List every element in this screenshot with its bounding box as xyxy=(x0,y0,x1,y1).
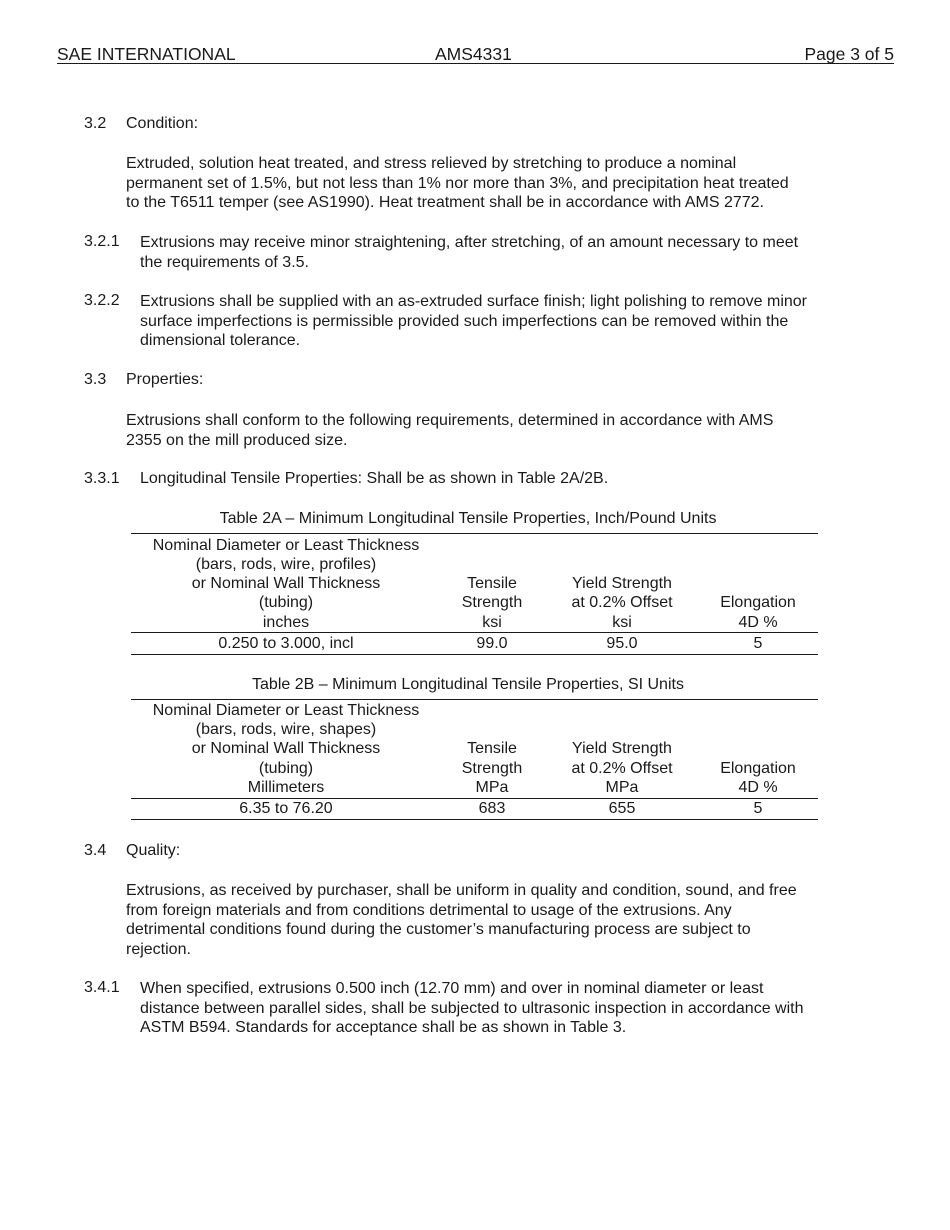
paragraph-line: detrimental conditions found during the customer’s manufacturing process are subject to xyxy=(126,921,751,939)
table-2a-header-col3: Yield Strength xyxy=(572,575,672,592)
table-2a-header-col1: (tubing) xyxy=(258,594,314,611)
section-3-2-2-paragraph xyxy=(140,292,807,351)
section-3-4-paragraph xyxy=(126,881,797,960)
section-3-2-number: 3.2 xyxy=(84,115,107,132)
header-rule xyxy=(57,63,894,64)
table-2b-cell: 5 xyxy=(753,800,763,817)
section-3-3-1-text: Longitudinal Tensile Properties: Shall be as shown in Table 2A/2B. xyxy=(140,470,609,487)
table-2a-bottom-rule xyxy=(131,654,818,655)
paragraph-line: Extrusions shall conform to the following requirements, determined in accordance with AMS xyxy=(126,412,774,429)
header-page-number: Page 3 of 5 xyxy=(804,44,894,64)
table-2a-header-col1: inches xyxy=(262,614,310,631)
paragraph-line: rejection. xyxy=(126,941,191,959)
table-2b-header-col4: 4D % xyxy=(738,779,778,796)
table-2a-header-col1: (bars, rods, wire, profiles) xyxy=(195,556,377,573)
paragraph-line: permanent set of 1.5%, but not less than 1% nor more than 3%, and precipitation heat treated xyxy=(126,174,789,192)
table-2b-top-rule xyxy=(131,699,818,700)
section-3-4-1-paragraph xyxy=(140,979,804,1038)
table-2b-header-col4: Elongation xyxy=(720,760,796,777)
paragraph-line: from foreign materials and from conditions detrimental to usage of the extrusions. Any xyxy=(126,901,732,919)
header-org: SAE INTERNATIONAL xyxy=(57,44,236,64)
table-2a-cell: 99.0 xyxy=(476,635,508,652)
section-3-3-number: 3.3 xyxy=(84,371,107,388)
table-2b-bottom-rule xyxy=(131,819,818,820)
table-2b-cell: 6.35 to 76.20 xyxy=(239,800,333,817)
table-2b-header-col2: MPa xyxy=(475,779,509,796)
section-3-3-paragraph xyxy=(126,411,773,450)
table-2b-header-col1: (bars, rods, wire, shapes) xyxy=(195,721,377,738)
table-2a-title: Table 2A – Minimum Longitudinal Tensile Properties, Inch/Pound Units xyxy=(219,510,717,527)
paragraph-line: dimensional tolerance. xyxy=(140,332,301,350)
paragraph-line: to the T6511 temper (see AS1990). Heat treatment shall be in accordance with AMS 2772. xyxy=(126,194,764,212)
paragraph-line: ASTM B594. Standards for acceptance shall be as shown in Table 3. xyxy=(140,1019,627,1037)
section-3-2-1-number: 3.2.1 xyxy=(84,233,120,250)
table-2a-header-col2: Strength xyxy=(461,594,523,611)
table-2b-header-col1: (tubing) xyxy=(258,760,314,777)
table-2a-cell: 95.0 xyxy=(606,635,638,652)
table-2b-header-col3: at 0.2% Offset xyxy=(571,760,673,777)
section-3-3-heading: Properties: xyxy=(126,371,204,388)
table-2a-header-col2: Tensile xyxy=(467,575,517,592)
section-3-4-heading: Quality: xyxy=(126,842,181,859)
table-2a-header-col1: or Nominal Wall Thickness xyxy=(191,575,381,592)
table-2b-header-col3: MPa xyxy=(605,779,639,796)
table-2b-title: Table 2B – Minimum Longitudinal Tensile Properties, SI Units xyxy=(252,676,684,693)
table-2a-header-col1: Nominal Diameter or Least Thickness xyxy=(152,537,420,554)
paragraph-line: distance between parallel sides, shall be subjected to ultrasonic inspection in accordance with xyxy=(140,999,804,1017)
table-2a-header-col2: ksi xyxy=(482,614,502,631)
table-2b-cell: 655 xyxy=(608,800,636,817)
section-3-2-paragraph xyxy=(126,154,789,213)
paragraph-line: 2355 on the mill produced size. xyxy=(126,431,348,449)
table-2a-header-col3: at 0.2% Offset xyxy=(571,594,673,611)
table-2a-header-col3: ksi xyxy=(612,614,632,631)
table-2b-header-col2: Tensile xyxy=(467,740,517,757)
table-2b-header-rule xyxy=(131,798,818,799)
section-3-2-2-number: 3.2.2 xyxy=(84,292,120,309)
table-2a-cell: 5 xyxy=(753,635,763,652)
section-3-2-1-paragraph xyxy=(140,233,798,272)
paragraph-line: surface imperfections is permissible provided such imperfections can be removed within the xyxy=(140,312,789,330)
section-3-4-1-number: 3.4.1 xyxy=(84,979,120,996)
section-3-4-number: 3.4 xyxy=(84,842,107,859)
paragraph-line: Extrusions shall be supplied with an as-extruded surface finish; light polishing to remove minor xyxy=(140,293,808,310)
table-2a-header-col4: Elongation xyxy=(720,594,796,611)
paragraph-line: Extrusions, as received by purchaser, shall be uniform in quality and condition, sound, and free xyxy=(126,882,797,899)
table-2b-header-col3: Yield Strength xyxy=(572,740,672,757)
table-2b-header-col1: or Nominal Wall Thickness xyxy=(191,740,381,757)
table-2b-header-col1: Nominal Diameter or Least Thickness xyxy=(152,702,420,719)
paragraph-line: When specified, extrusions 0.500 inch (12.70 mm) and over in nominal diameter or least xyxy=(140,980,764,997)
table-2a-top-rule xyxy=(131,533,818,534)
header-doc-number: AMS4331 xyxy=(435,44,512,64)
paragraph-line: Extrusions may receive minor straightening, after stretching, of an amount necessary to meet xyxy=(140,234,799,251)
paragraph-line: the requirements of 3.5. xyxy=(140,253,309,271)
table-2a-header-col4: 4D % xyxy=(738,614,778,631)
table-2a-header-rule xyxy=(131,632,818,633)
section-3-2-heading: Condition: xyxy=(126,115,199,132)
table-2b-header-col2: Strength xyxy=(461,760,523,777)
table-2b-cell: 683 xyxy=(478,800,506,817)
table-2a-cell: 0.250 to 3.000, incl xyxy=(218,635,354,652)
table-2b-header-col1: Millimeters xyxy=(247,779,325,796)
section-3-3-1-number: 3.3.1 xyxy=(84,470,120,487)
paragraph-line: Extruded, solution heat treated, and stress relieved by stretching to produce a nominal xyxy=(126,155,737,172)
